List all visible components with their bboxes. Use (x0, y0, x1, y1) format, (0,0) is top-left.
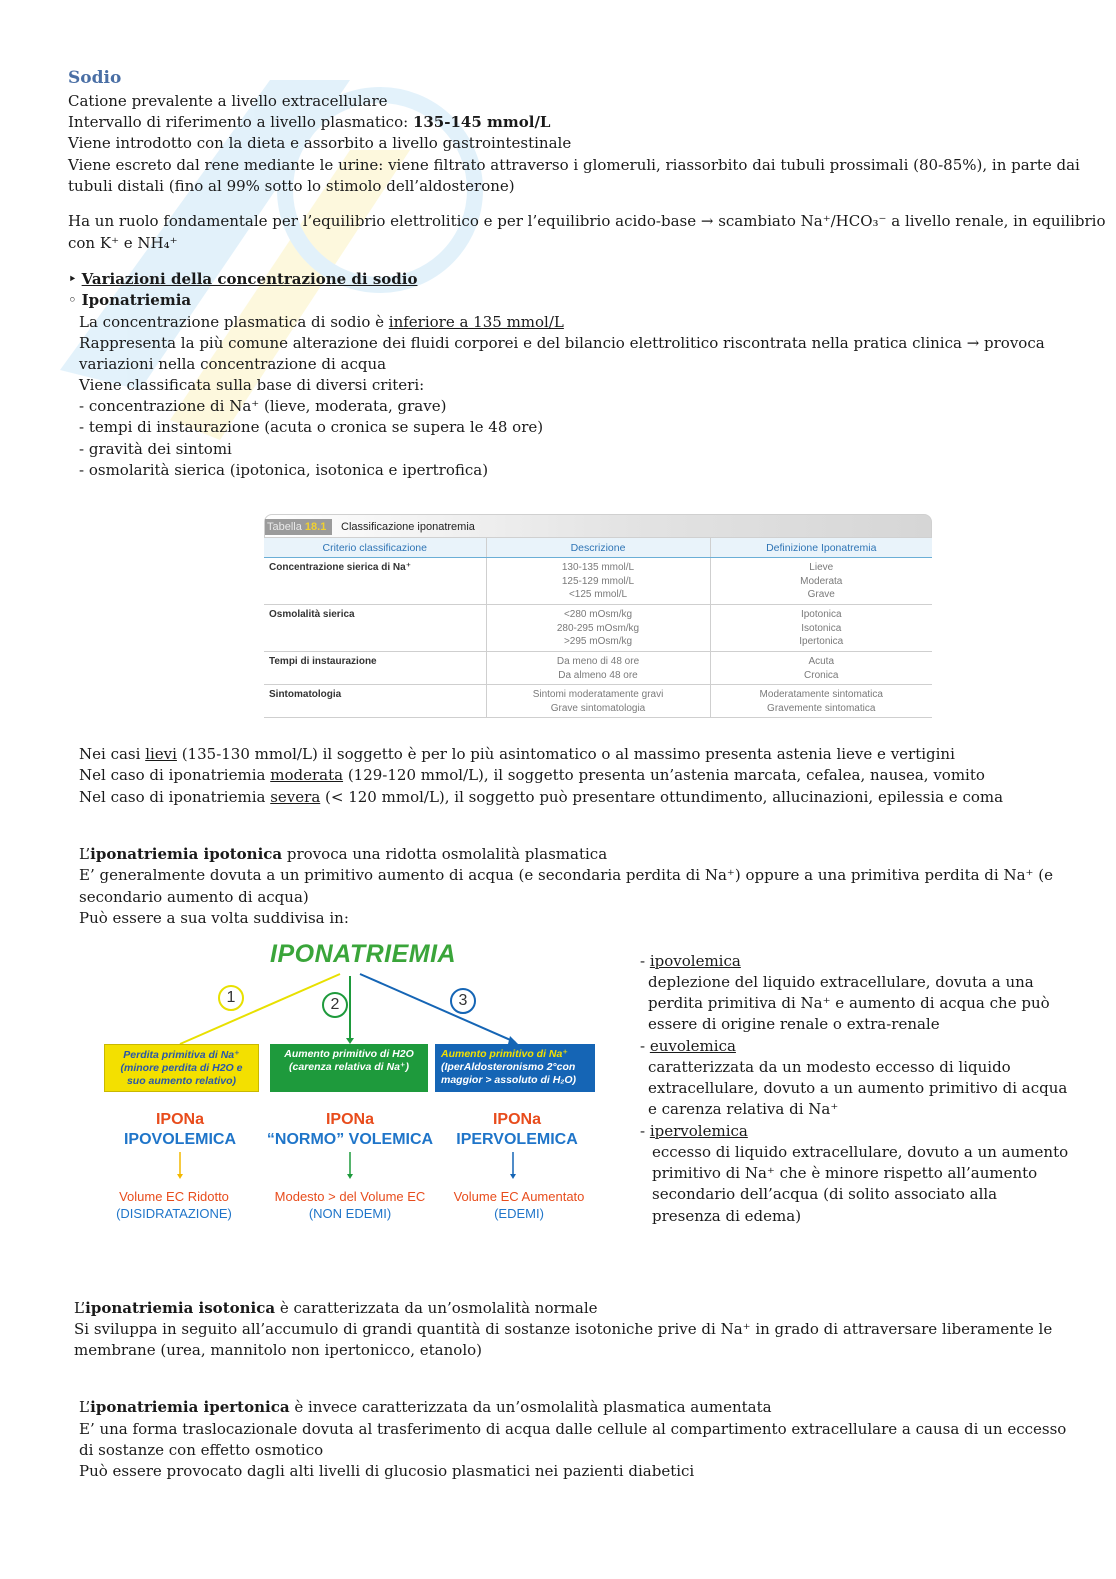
table-cell: Da meno di 48 ore Da almeno 48 ore (486, 652, 710, 685)
table-cell: Lieve Moderata Grave (710, 558, 932, 605)
volume-label-1: Volume EC Ridotto (DISIDRATAZIONE) (116, 1189, 232, 1221)
table-title: Classificazione iponatremia (341, 521, 475, 533)
ipertonica-line: E’ una forma traslocazionale dovuta al trasferimento di acqua dalle cellule al compartimento extracellulare a causa di un eccesso (79, 1420, 1067, 1438)
ipertonica-line: L’iponatriemia ipertonica è invece caratterizzata da un’osmolalità plasmatica aumentata (79, 1398, 772, 1416)
type-desc: secondario dell’acqua (di solito associato alla (652, 1185, 998, 1203)
criteria-item: - gravità dei sintomi (79, 440, 232, 458)
ipo-line: Rappresenta la più comune alterazione dei fluidi corporei e del bilancio elettrolitico riscontrata nella pratica clinica → provoca (79, 334, 1045, 352)
ipotonica-line: E’ generalmente dovuta a un primitivo aumento di acqua (e secondaria perdita di Na⁺) oppure a una primitiva perdita di Na⁺ (e (79, 866, 1053, 884)
ipotonica-line: L’iponatriemia ipotonica provoca una ridotta osmolalità plasmatica (79, 845, 608, 863)
cause-box-2: Aumento primitivo di H2O (carenza relativa di Na⁺) (270, 1044, 428, 1092)
role-line: Ha un ruolo fondamentale per l’equilibrio elettrolitico e per l’equilibrio acido-base → scambiato Na⁺/HCO₃⁻ a livello renale, in equilibrio (68, 212, 1106, 230)
type-label-1: IPONa IPOVOLEMICA (123, 1111, 236, 1148)
ipotonica-line: secondario aumento di acqua) (79, 888, 309, 906)
diagram-title: IPONATRIEMIA (270, 940, 457, 968)
table-cell: Concentrazione sierica di Na⁺ (264, 558, 486, 605)
severity-line: Nel caso di iponatriemia severa (< 120 mmol/L), il soggetto può presentare ottundimento, allucinazioni, epilessia e coma (79, 788, 1004, 806)
table-row (264, 652, 932, 685)
volume-label-2: Modesto > del Volume EC (NON EDEMI) (274, 1189, 426, 1221)
type-desc: presenza di edema) (652, 1207, 802, 1225)
ipertonica-line: di sostanze con effetto osmotico (79, 1441, 324, 1459)
severity-line: Nei casi lievi (135-130 mmol/L) il soggetto è per lo più asintomatico o al massimo presenta astenia lieve e vertigini (79, 745, 955, 763)
role-line: con K⁺ e NH₄⁺ (68, 234, 178, 252)
type-label-3: IPONa IPERVOLEMICA (456, 1111, 578, 1148)
table-cell: Moderatamente sintomatica Gravemente sintomatica (710, 685, 932, 718)
type-desc: caratterizzata da un modesto eccesso di liquido (648, 1058, 1011, 1076)
ipertonica-line: Può essere provocato dagli alti livelli di glucosio plasmatici nei pazienti diabetici (79, 1462, 695, 1480)
column-header: Descrizione (486, 538, 710, 558)
isotonica-line: Si sviluppa in seguito all’accumulo di grandi quantità di sostanze isotoniche prive di Na⁺ in grado di attraversare liberamente le (74, 1320, 1053, 1338)
volume-label-3: Volume EC Aumentato (EDEMI) (453, 1189, 585, 1221)
intro-line: Catione prevalente a livello extracellulare (68, 92, 388, 110)
type-desc: extracellulare, dovuto a un aumento primitivo di acqua (648, 1079, 1068, 1097)
type-ipovolemica-title: - ipovolemica (640, 952, 741, 970)
step-number: 2 (322, 992, 348, 1018)
type-ipervolemica-title: - ipervolemica (640, 1122, 748, 1140)
cause-box-1: Perdita primitiva di Na⁺ (minore perdita di H2O e suo aumento relativo) (104, 1044, 259, 1092)
table-header-bar (264, 514, 932, 538)
intro-line: tubuli distali (fino al 99% sotto lo stimolo dell’aldosterone) (68, 177, 515, 195)
type-desc: e carenza relativa di Na⁺ (648, 1100, 839, 1118)
severity-line: Nel caso di iponatriemia moderata (129-120 mmol/L), il soggetto presenta un’astenia marcata, cefalea, nausea, vomito (79, 766, 985, 784)
type-label-2: IPONa “NORMO” VOLEMICA (266, 1111, 434, 1148)
section-heading: Sodio (68, 68, 122, 88)
table-cell: Tempi di instaurazione (264, 652, 486, 685)
intro-line: Viene escreto dal rene mediante le urine: viene filtrato attraverso i glomeruli, riassorbito dai tubuli prossimali (80-85%), in parte dai (68, 156, 1080, 174)
cause-box-3: Aumento primitivo di Na⁺ (IperAldosteronismo 2°con maggior > assoluto di H₂O) (435, 1044, 595, 1092)
ipotonica-line: Può essere a sua volta suddivisa in: (79, 909, 349, 927)
table-cell: Sintomi moderatamente gravi Grave sintomatologia (486, 685, 710, 718)
type-desc: perdita primitiva di Na⁺ e aumento di acqua che può (648, 994, 1050, 1012)
ipo-line: Viene classificata sulla base di diversi criteri: (79, 376, 425, 394)
isotonica-line: L’iponatriemia isotonica è caratterizzata da un’osmolalità normale (74, 1299, 598, 1317)
criteria-item: - tempi di instaurazione (acuta o cronica se supera le 48 ore) (79, 418, 544, 436)
table-row (264, 685, 932, 718)
step-number: 3 (450, 988, 476, 1014)
subsection-subtitle: ◦ Iponatriemia (68, 291, 192, 309)
type-desc: primitivo di Na⁺ che è minore rispetto all’aumento (652, 1164, 1038, 1182)
isotonica-line: membrane (urea, mannitolo non ipertonicco, etanolo) (74, 1341, 482, 1359)
table-cell: Ipotonica Isotonica Ipertonica (710, 605, 932, 652)
step-number: 1 (218, 985, 244, 1011)
criteria-item: - osmolarità sierica (ipotonica, isotonica e ipertrofica) (79, 461, 489, 479)
table-cell: <280 mOsm/kg 280-295 mOsm/kg >295 mOsm/kg (486, 605, 710, 652)
table-cell: Acuta Cronica (710, 652, 932, 685)
type-euvolemica-title: - euvolemica (640, 1037, 736, 1055)
subsection-title: ‣ Variazioni della concentrazione di sodio (68, 270, 418, 288)
table-row (264, 605, 932, 652)
ipo-line: variazioni nella concentrazione di acqua (79, 355, 387, 373)
intro-line: Viene introdotto con la dieta e assorbito a livello gastrointestinale (68, 134, 572, 152)
table-cell: Sintomatologia (264, 685, 486, 718)
classification-table (264, 514, 932, 720)
type-desc: essere di origine renale o extra-renale (648, 1015, 940, 1033)
ipo-line: La concentrazione plasmatica di sodio è inferiore a 135 mmol/L (79, 313, 564, 331)
table-cell: 130-135 mmol/L 125-129 mmol/L <125 mmol/L (486, 558, 710, 605)
column-header: Criterio classificazione (264, 538, 486, 558)
table-grid (264, 538, 932, 718)
type-desc: eccesso di liquido extracellulare, dovuto a un aumento (652, 1143, 1069, 1161)
criteria-item: - concentrazione di Na⁺ (lieve, moderata, grave) (79, 397, 447, 415)
iponatriemia-diagram (100, 940, 600, 1230)
column-header: Definizione Iponatremia (710, 538, 932, 558)
table-cell: Osmolalità sierica (264, 605, 486, 652)
table-row (264, 558, 932, 605)
type-desc: deplezione del liquido extracellulare, dovuta a una (648, 973, 1034, 991)
intro-line: Intervallo di riferimento a livello plasmatico: 135-145 mmol/L (68, 113, 551, 131)
table-label: Tabella 18.1 (265, 519, 332, 535)
